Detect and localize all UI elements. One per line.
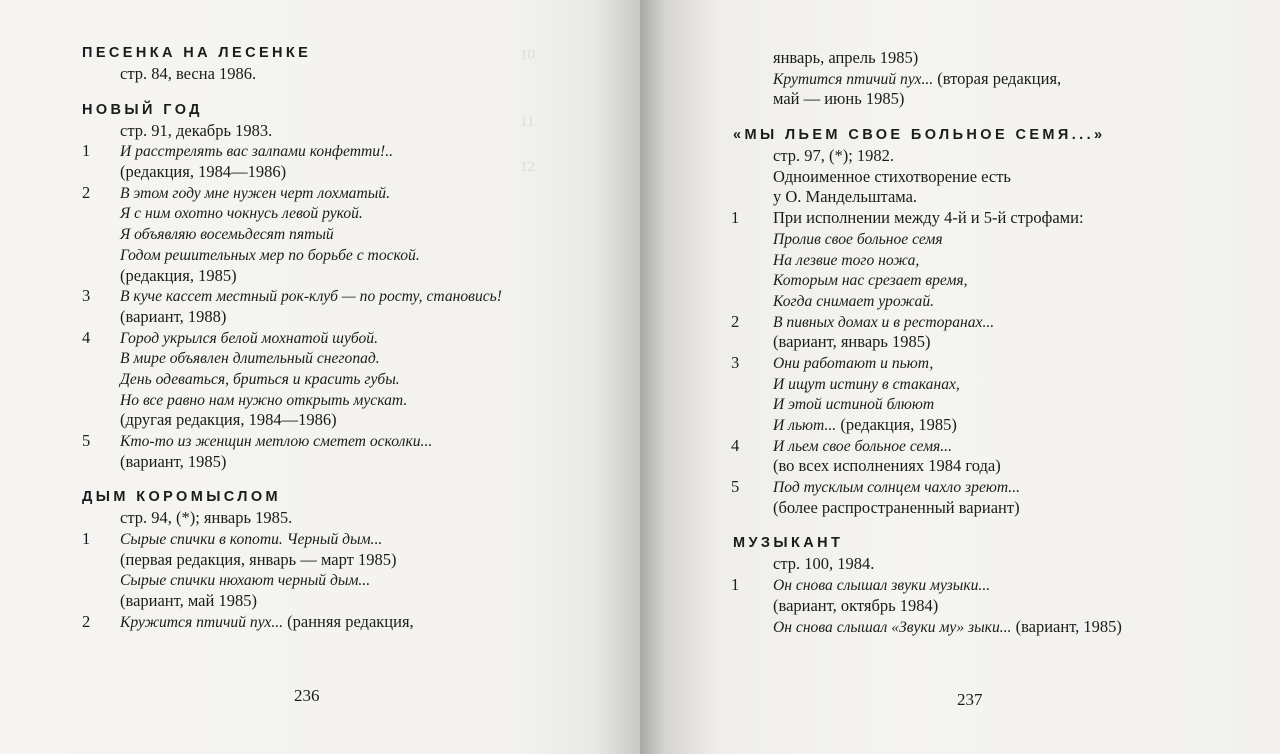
note-line — [733, 332, 1273, 353]
plain-comment: стр. 91, декабрь 1983. — [120, 120, 273, 140]
plain-comment: При исполнении между 4-й и 5-й строфами: — [773, 208, 1084, 228]
section-spacer — [82, 85, 622, 99]
plain-comment: стр. 94, (*); январь 1985. — [120, 508, 293, 528]
plain-comment: (редакция, 1984—1986) — [120, 162, 287, 182]
note-line — [733, 374, 1273, 395]
italic-quote: На лезвие того ножа, — [773, 251, 920, 269]
italic-quote: Он снова слышал «Звуки му» зыки... — [773, 618, 1012, 636]
note-line — [733, 270, 1273, 291]
section-heading: «МЫ ЛЬЕМ СВОЕ БОЛЬНОЕ СЕМЯ...» — [733, 127, 1106, 144]
note-line — [82, 245, 622, 266]
note-number: 1 — [82, 141, 91, 161]
note-line-numbered — [733, 477, 1273, 498]
note-line — [82, 266, 622, 287]
note-number: 4 — [731, 435, 740, 455]
right-text-block — [733, 48, 1273, 637]
note-line-numbered — [82, 183, 622, 204]
left-text-block — [82, 42, 622, 633]
plain-comment: стр. 97, (*); 1982. — [773, 146, 895, 166]
note-line — [733, 167, 1273, 188]
plain-comment: (вариант, январь 1985) — [773, 332, 931, 352]
plain-comment: стр. 100, 1984. — [773, 554, 875, 574]
note-line — [733, 187, 1273, 208]
plain-comment: стр. 84, весна 1986. — [120, 64, 257, 83]
plain-comment: у О. Мандельштама. — [773, 187, 918, 207]
italic-quote: Сырые спички нюхают черный дым... — [120, 572, 371, 590]
note-line — [733, 554, 1273, 575]
italic-quote: Которым нас срезает время, — [773, 272, 968, 290]
plain-comment: январь, апрель 1985) — [773, 48, 919, 67]
note-line-numbered — [733, 208, 1273, 229]
italic-quote: И льем свое больное семя... — [773, 437, 952, 455]
italic-quote: Кружится птичий пух... — [120, 613, 284, 631]
italic-quote: Когда снимает урожай. — [773, 292, 935, 310]
note-line — [82, 162, 622, 183]
section-heading: ПЕСЕНКА НА ЛЕСЕНКЕ — [82, 45, 312, 61]
plain-comment: (более распространенный вариант) — [773, 497, 1020, 517]
plain-comment: (во всех исполнениях 1984 года) — [773, 456, 1001, 476]
italic-quote: И расстрелять вас залпами конфетти!.. — [120, 143, 394, 161]
italic-quote: В этом году мне нужен черт лохматый. — [120, 184, 390, 202]
note-number: 1 — [731, 575, 740, 595]
plain-comment: (вариант, 1988) — [120, 306, 227, 326]
note-line — [82, 307, 622, 328]
italic-quote: Они работают и пьют, — [773, 354, 934, 372]
note-line — [733, 291, 1273, 312]
note-line — [733, 394, 1273, 415]
italic-quote: Кто-то из женщин метлою сметет осколки... — [120, 433, 433, 450]
bleed-through-text: 10 11 12 — [520, 47, 569, 176]
plain-comment: (вариант, май 1985) — [120, 591, 257, 611]
italic-quote: Город укрылся белой мохнатой шубой. — [120, 329, 378, 347]
note-line-numbered — [82, 328, 622, 349]
plain-comment: (редакция, 1985) — [120, 265, 237, 285]
note-line — [82, 550, 622, 571]
italic-quote: И льют... — [773, 417, 837, 434]
note-line — [82, 452, 622, 473]
note-line — [733, 146, 1273, 167]
italic-quote: Сырые спички в копоти. Черный дым... — [120, 531, 383, 549]
italic-quote: Я с ним охотно чокнусь левой рукой. — [120, 205, 363, 223]
section-heading: НОВЫЙ ГОД — [82, 101, 203, 118]
note-line — [82, 508, 622, 529]
plain-comment: (первая редакция, январь — март 1985) — [120, 549, 397, 569]
note-text-mixed — [120, 612, 414, 634]
section-heading: ДЫМ КОРОМЫСЛОМ — [82, 489, 282, 506]
note-line — [733, 89, 1273, 110]
italic-quote: Я объявляю восемьдесят пятый — [120, 226, 334, 244]
note-line-numbered — [733, 353, 1273, 374]
note-line-numbered — [82, 431, 622, 452]
italic-quote: Под тусклым солнцем чахло зреют... — [773, 479, 1021, 497]
italic-quote: В пивных домах и в ресторанах... — [773, 313, 995, 331]
note-line-numbered — [82, 529, 622, 550]
italic-quote: В мире объявлен длительный снегопад. — [120, 350, 380, 368]
note-line — [733, 596, 1273, 617]
note-line — [733, 229, 1273, 250]
plain-comment: (другая редакция, 1984—1986) — [120, 410, 337, 430]
plain-comment: Одноименное стихотворение есть — [773, 166, 1011, 186]
italic-quote: И этой истиной блюют — [773, 396, 935, 414]
note-number: 3 — [731, 352, 740, 372]
italic-quote: В куче кассет местный рок-клуб — по росту, становись! — [120, 288, 502, 306]
italic-quote: И ищут истину в стаканах, — [773, 375, 960, 393]
plain-comment: (вариант, октябрь 1984) — [773, 595, 939, 615]
section-spacer — [82, 472, 622, 486]
note-line-numbered — [82, 612, 622, 633]
note-line-numbered — [733, 575, 1273, 596]
note-number: 2 — [82, 182, 91, 202]
note-line — [733, 415, 1273, 436]
page-number-left: 236 — [294, 686, 320, 705]
note-line — [82, 121, 622, 142]
note-line — [733, 498, 1273, 519]
italic-quote: Пролив свое больное семя — [773, 230, 943, 248]
italic-quote: Крутится птичий пух... — [773, 70, 934, 88]
note-number: 1 — [82, 529, 91, 549]
plain-comment: (вторая редакция, — [933, 68, 1062, 88]
section-spacer — [733, 518, 1273, 532]
plain-comment: (ранняя редакция, — [283, 611, 414, 631]
note-line-numbered — [733, 312, 1273, 333]
note-number: 1 — [731, 208, 740, 228]
note-number: 4 — [82, 327, 91, 347]
italic-quote: День одеваться, бриться и красить губы. — [120, 370, 400, 388]
note-text-mixed — [773, 617, 1122, 639]
note-line — [733, 48, 1273, 69]
note-number: 2 — [731, 311, 740, 331]
plain-comment: (вариант, 1985) — [1011, 616, 1122, 636]
note-line — [733, 617, 1273, 638]
note-line-numbered — [733, 436, 1273, 457]
note-line — [82, 591, 622, 612]
section-spacer — [733, 110, 1273, 124]
note-line — [82, 410, 622, 431]
page-number-right: 237 — [957, 690, 983, 709]
plain-comment: (вариант, 1985) — [120, 451, 227, 471]
italic-quote: Годом решительных мер по борьбе с тоской. — [120, 246, 420, 264]
note-line-numbered — [82, 286, 622, 307]
note-number: 2 — [82, 611, 91, 631]
note-line — [82, 348, 622, 369]
note-line — [733, 69, 1273, 90]
note-line-numbered — [82, 141, 622, 162]
note-text-mixed — [773, 415, 957, 437]
note-line — [82, 64, 622, 85]
note-line — [82, 570, 622, 591]
note-number: 3 — [82, 286, 91, 306]
italic-quote: Но все равно нам нужно открыть мускат. — [120, 391, 408, 409]
section-heading: МУЗЫКАНТ — [733, 535, 844, 552]
note-number: 5 — [731, 477, 740, 497]
italic-quote: Он снова слышал звуки музыки... — [773, 577, 991, 595]
note-line — [733, 250, 1273, 271]
note-line — [82, 390, 622, 411]
note-text-mixed — [773, 69, 1061, 91]
plain-comment: май — июнь 1985) — [773, 89, 905, 109]
note-line — [82, 369, 622, 390]
note-line — [733, 456, 1273, 477]
right-page — [640, 0, 1280, 754]
plain-comment: (редакция, 1985) — [836, 415, 957, 434]
note-number: 5 — [82, 431, 91, 450]
note-line — [82, 203, 622, 224]
note-line — [82, 224, 622, 245]
